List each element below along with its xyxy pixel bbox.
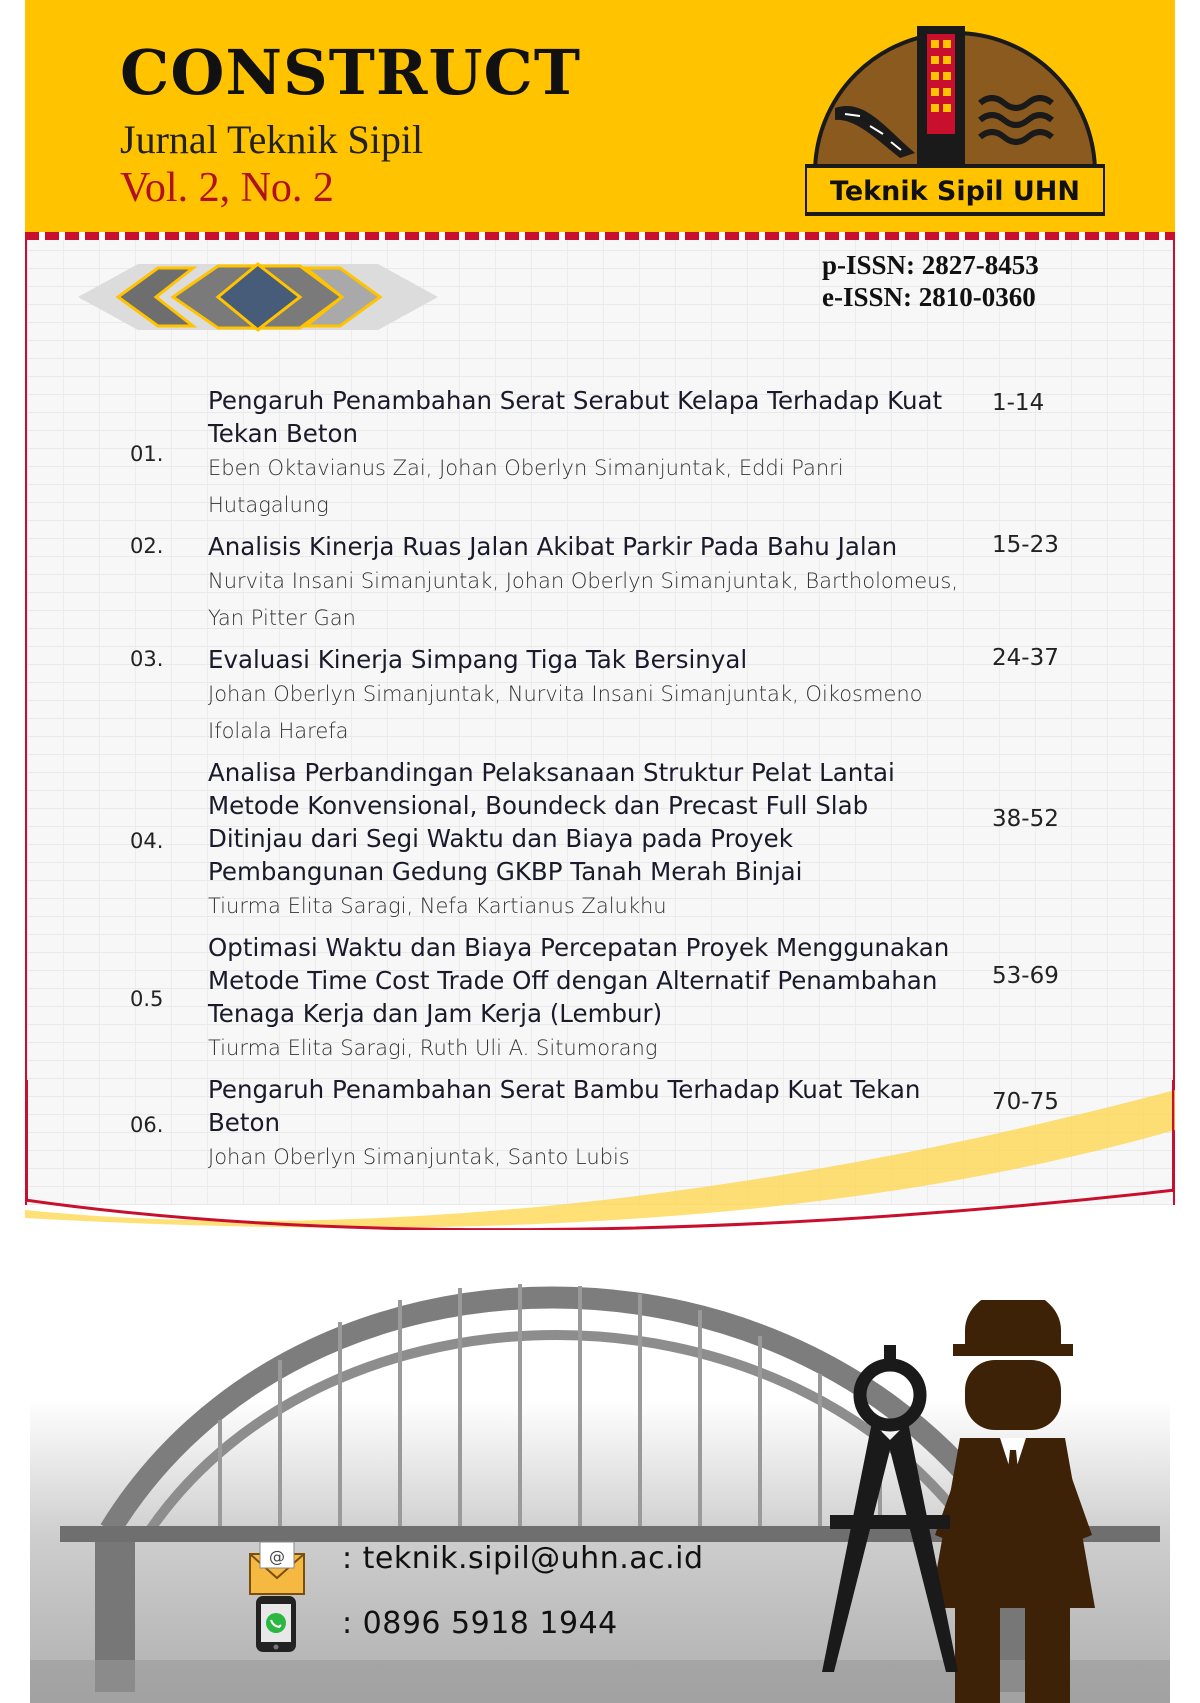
article-title[interactable]: Evaluasi Kinerja Simpang Tiga Tak Bersinyal: [208, 645, 748, 674]
toc-entry[interactable]: [130, 1073, 1090, 1176]
toc-entry[interactable]: [130, 931, 1090, 1067]
article-authors: Nurvita Insani Simanjuntak, Johan Oberlyn Simanjuntak, Bartholomeus, Yan Pitter Gan: [208, 569, 959, 630]
compass-icon: [822, 1345, 958, 1672]
toc-entry[interactable]: [130, 530, 1090, 637]
entry-number: 04.: [130, 828, 164, 853]
article-title[interactable]: Analisa Perbandingan Pelaksanaan Struktur Pelat Lantai Metode Konvensional, Boundeck dan Precast Full Slab Ditinjau dari Segi Waktu dan Biaya pada Proyek Pembangunan Gedung GKBP Tanah Merah Binjai: [208, 758, 895, 886]
svg-text:@: @: [269, 1547, 285, 1566]
journal-volume: Vol. 2, No. 2: [120, 165, 334, 211]
entry-number: 01.: [130, 442, 164, 466]
table-of-contents: [130, 384, 1090, 1182]
electronic-issn: e-ISSN: 2810-0360: [822, 282, 1036, 312]
article-authors: Johan Oberlyn Simanjuntak, Santo Lubis: [208, 1145, 630, 1169]
article-title[interactable]: Pengaruh Penambahan Serat Bambu Terhadap Kuat Tekan Beton: [208, 1075, 921, 1137]
page-range: 70-75: [992, 1089, 1059, 1115]
entry-number: 02.: [130, 534, 164, 558]
logo-text: Teknik Sipil UHN: [830, 176, 1080, 207]
uhn-civil-engineering-logo: [805, 8, 1105, 218]
contact-phone[interactable]: : 0896 5918 1944: [342, 1606, 618, 1641]
article-title[interactable]: Optimasi Waktu dan Biaya Percepatan Proyek Menggunakan Metode Time Cost Trade Off dengan Alternatif Penambahan Tenaga Kerja dan Jam Kerja (Lembur): [208, 933, 950, 1028]
page-range: 53-69: [992, 963, 1059, 989]
whatsapp-phone-icon: [254, 1594, 298, 1654]
entry-number: 06.: [130, 1112, 164, 1137]
article-authors: Tiurma Elita Saragi, Nefa Kartianus Zalukhu: [208, 894, 667, 918]
article-authors: Eben Oktavianus Zai, Johan Oberlyn Simanjuntak, Eddi Panri Hutagalung: [208, 456, 844, 517]
journal-name: CONSTRUCT: [120, 36, 582, 109]
arrow-ornament-icon: [78, 262, 438, 332]
engineer-compass-icon: [800, 1300, 1100, 1703]
toc-entry[interactable]: [130, 384, 1090, 524]
page-range: 15-23: [992, 532, 1059, 558]
print-issn: p-ISSN: 2827-8453: [822, 250, 1039, 280]
article-authors: Johan Oberlyn Simanjuntak, Nurvita Insani Simanjuntak, Oikosmeno Ifolala Harefa: [208, 682, 923, 743]
page-range: 38-52: [992, 806, 1059, 832]
entry-number: 03.: [130, 647, 164, 671]
header-dashed-border: [25, 232, 1175, 240]
journal-subtitle: Jurnal Teknik Sipil: [120, 117, 424, 162]
page-range: 1-14: [992, 390, 1045, 416]
entry-number: 0.5: [130, 987, 164, 1011]
contact-email[interactable]: : teknik.sipil@uhn.ac.id: [342, 1541, 704, 1576]
logo-building-core: [927, 34, 955, 134]
article-title[interactable]: Analisis Kinerja Ruas Jalan Akibat Parkir Pada Bahu Jalan: [208, 532, 898, 561]
toc-entry[interactable]: [130, 643, 1090, 750]
toc-entry[interactable]: [130, 756, 1090, 925]
email-envelope-icon: [248, 1540, 306, 1596]
article-authors: Tiurma Elita Saragi, Ruth Uli A. Situmorang: [208, 1036, 658, 1060]
article-title[interactable]: Pengaruh Penambahan Serat Serabut Kelapa Terhadap Kuat Tekan Beton: [208, 386, 943, 448]
page-range: 24-37: [992, 645, 1059, 671]
